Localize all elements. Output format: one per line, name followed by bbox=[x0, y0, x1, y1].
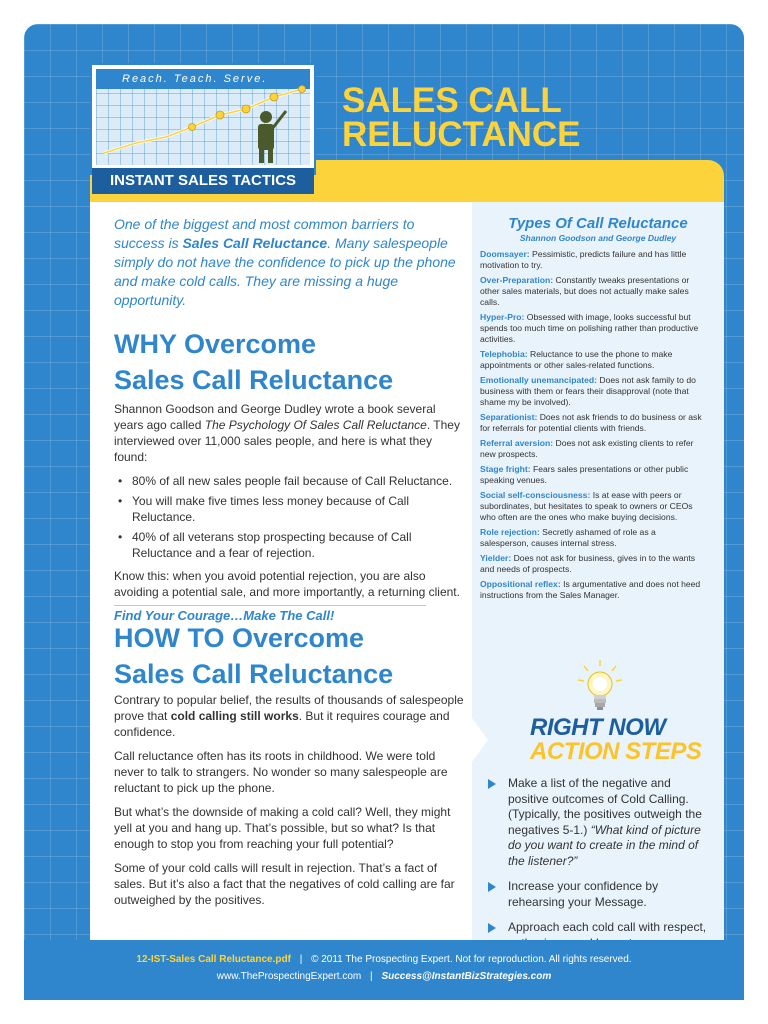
why-heading-line-2: Sales Call Reluctance bbox=[114, 365, 394, 395]
list-item bbox=[480, 312, 704, 345]
intro-highlight: Sales Call Reluctance bbox=[182, 235, 328, 251]
list-item: • You will make five times less money because of Call Reluctance. bbox=[114, 493, 466, 525]
type-term: Social self-consciousness: bbox=[480, 490, 591, 500]
growth-chart-logo-icon bbox=[96, 69, 310, 165]
list-item bbox=[480, 412, 704, 434]
why-paragraph-2: Know this: when you avoid potential rejection, you are also avoiding a potential sale, and more importantly, a returning client. bbox=[114, 569, 460, 599]
how-heading bbox=[114, 620, 474, 692]
type-description: Does not ask family to do business with them or fears their disapproval (note that shame my be involved). bbox=[480, 375, 696, 407]
type-term: Doomsayer: bbox=[480, 249, 530, 259]
action-step-text: Make a list of the negative and positive outcomes of Cold Calling. (Typically, the positives outweigh the negatives 5-1.) bbox=[508, 776, 702, 837]
type-description: Fears sales presentations or other public speaking venues. bbox=[480, 464, 689, 485]
why-heading bbox=[114, 326, 474, 398]
page-title-line-2: RELUCTANCE bbox=[342, 115, 581, 154]
how-highlight: cold calling still works bbox=[170, 709, 299, 723]
types-authors: Shannon Goodson and George Dudley bbox=[519, 233, 677, 243]
list-item: • 80% of all new sales people fail because of Call Reluctance. bbox=[114, 473, 466, 489]
type-description: Does not ask existing clients to refer new prospects. bbox=[480, 438, 694, 459]
how-heading-line-1: HOW TO Overcome bbox=[114, 623, 365, 653]
action-step bbox=[486, 879, 712, 910]
how-text: . But it requires courage and confidence. bbox=[114, 709, 450, 739]
list-item bbox=[480, 579, 704, 601]
arrow-bullet-icon bbox=[488, 779, 496, 789]
type-term: Over-Preparation: bbox=[480, 275, 554, 285]
how-body bbox=[114, 692, 466, 916]
type-description: Does not ask friends to do business or ask for referrals for potential clients with friends. bbox=[480, 412, 702, 433]
type-description: Secretly ashamed of role as a salesperson, causes internal stress. bbox=[480, 527, 656, 548]
sidebar-arrow-notch bbox=[472, 718, 488, 762]
footer-line-1 bbox=[24, 954, 744, 965]
footer-copyright: © 2011 The Prospecting Expert. Not for reproduction. All rights reserved. bbox=[311, 954, 632, 965]
type-term: Hyper-Pro: bbox=[480, 312, 525, 322]
page-background bbox=[24, 24, 744, 1000]
type-term: Stage fright: bbox=[480, 464, 531, 474]
type-description: Is argumentative and does not heed instructions from the Sales Manager. bbox=[480, 579, 701, 600]
courage-callout: Find Your Courage…Make The Call! bbox=[114, 608, 335, 623]
brand-bar: INSTANT SALES TACTICS bbox=[92, 168, 314, 194]
type-term: Separationist: bbox=[480, 412, 538, 422]
action-title-line-1: RIGHT NOW bbox=[530, 714, 666, 741]
how-heading-line-2: Sales Call Reluctance bbox=[114, 659, 394, 689]
list-item bbox=[480, 527, 704, 549]
how-paragraph-3: But what’s the downside of making a cold call? Well, they might yell at you and hang up. That’s possible, but so what? Is that enough to stop you from reaching your full potential? bbox=[114, 805, 451, 851]
action-title-line-2: ACTION STEPS bbox=[530, 738, 702, 765]
footer-email-link[interactable]: Success@InstantBizStrategies.com bbox=[381, 971, 552, 982]
footer-line-2 bbox=[24, 971, 744, 982]
types-list bbox=[480, 249, 704, 605]
type-term: Emotionally unemancipated: bbox=[480, 375, 597, 385]
type-description: Pessimistic, predicts failure and has little motivation to try. bbox=[480, 249, 687, 270]
findings-list bbox=[114, 473, 466, 561]
type-term: Role rejection: bbox=[480, 527, 540, 537]
sidebar bbox=[472, 202, 724, 940]
why-paragraph-1 bbox=[114, 401, 466, 465]
type-description: Is at ease with peers or subordinates, but hesitates to speak to owners or CEOs who often are the ones who make buying decisions. bbox=[480, 490, 693, 522]
list-item bbox=[480, 438, 704, 460]
arrow-bullet-icon bbox=[488, 923, 496, 933]
action-step bbox=[486, 776, 712, 869]
why-body bbox=[114, 401, 466, 624]
list-item bbox=[480, 464, 704, 486]
lightbulb-icon bbox=[576, 660, 624, 716]
footer bbox=[24, 940, 744, 1000]
how-paragraph-4: Some of your cold calls will result in rejection. That’s a fact of sales. But it’s also a fact that the negatives of cold calling are far outweighed by the positives. bbox=[114, 861, 455, 907]
section-divider bbox=[114, 605, 426, 606]
book-title: The Psychology Of Sales Call Reluctance bbox=[204, 418, 427, 432]
logo-tagline: Reach. Teach. Serve. bbox=[96, 69, 310, 89]
action-steps bbox=[486, 776, 712, 961]
logo bbox=[90, 63, 316, 175]
list-item bbox=[480, 349, 704, 371]
why-heading-line-1: WHY Overcome bbox=[114, 329, 317, 359]
content-panel bbox=[90, 202, 724, 940]
arrow-bullet-icon bbox=[488, 882, 496, 892]
list-item bbox=[480, 249, 704, 271]
intro-text: One of the biggest and most common barriers to success is bbox=[114, 216, 415, 251]
type-term: Referral aversion: bbox=[480, 438, 554, 448]
type-description: Constantly tweaks presentations or other sales materials, but does not actually make sales calls. bbox=[480, 275, 690, 307]
why-text: Shannon Goodson and George Dudley wrote a book several years ago called bbox=[114, 402, 436, 432]
page-title-line-1: SALES CALL bbox=[342, 81, 562, 120]
type-description: Does not ask for business, gives in to the wants and needs of prospects. bbox=[480, 553, 696, 574]
how-paragraph-1 bbox=[114, 692, 466, 740]
list-item: • 40% of all veterans stop prospecting because of Call Reluctance and a fear of rejection. bbox=[114, 529, 466, 561]
how-paragraph-2: Call reluctance often has its roots in childhood. We were told never to talk to strangers. No wonder so many salespeople are reluctant to pick up the phone. bbox=[114, 749, 448, 795]
footer-filename: 12-IST-Sales Call Reluctance.pdf bbox=[136, 954, 291, 965]
list-item bbox=[480, 553, 704, 575]
intro-paragraph bbox=[114, 215, 464, 310]
page-title bbox=[342, 81, 702, 154]
action-step-text: Increase your confidence by rehearsing your Message. bbox=[508, 879, 659, 909]
type-term: Yielder: bbox=[480, 553, 512, 563]
list-item bbox=[480, 375, 704, 408]
list-item bbox=[480, 275, 704, 308]
types-title: Types Of Call Reluctance bbox=[508, 215, 688, 232]
action-step-text: Approach each cold call with respect, bbox=[508, 920, 707, 934]
how-text: Contrary to popular belief, the results of thousands of salespeople prove that bbox=[114, 693, 464, 723]
type-term: Telephobia: bbox=[480, 349, 528, 359]
type-term: Oppositional reflex: bbox=[480, 579, 561, 589]
footer-separator: | bbox=[299, 954, 303, 965]
type-description: Reluctance to use the phone to make appointments or other sales-related functions. bbox=[480, 349, 673, 370]
list-item bbox=[480, 490, 704, 523]
action-step-quote: “What kind of picture do you want to create in the mind of the listener?” bbox=[508, 822, 701, 868]
footer-website-link[interactable]: www.TheProspectingExpert.com bbox=[216, 971, 362, 982]
footer-separator: | bbox=[370, 971, 373, 982]
intro-text: . Many salespeople simply do not have the confidence to pick up the phone and make cold calls. They are missing a huge opportunity. bbox=[114, 235, 456, 308]
why-text: . They interviewed over 11,000 sales people, and here is what they found: bbox=[114, 418, 460, 464]
type-description: Obsessed with image, looks successful but spends too much time on polishing rather than productive activities. bbox=[480, 312, 699, 344]
